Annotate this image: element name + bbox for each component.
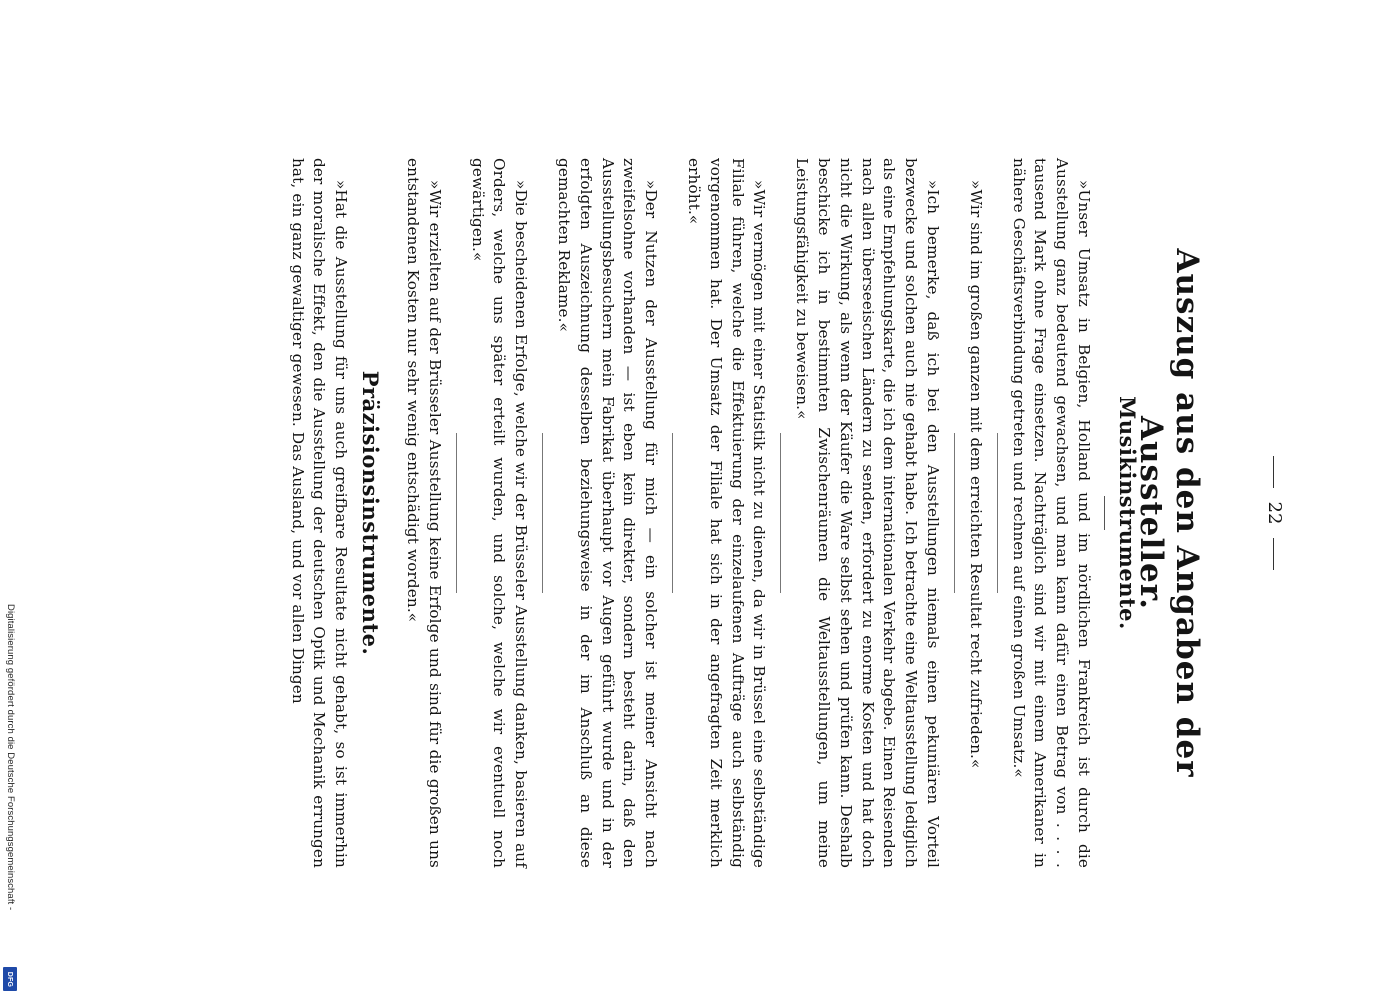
section-heading-praezisionsinstrumente: Präzisionsinstrumente. — [358, 370, 384, 656]
quote-paragraph: »Wir sind im großen ganzen mit dem erreichten Resultat recht zufrieden.« — [966, 180, 985, 769]
quote-paragraph: »Ich bemerke, daß ich bei den Ausstellungen niemals einen pekuniären Vorteil bezwecke und solchen auch nie gehabt habe. Ich betrachte eine Weltausstellung lediglich als eine Empfehlungskarte, die ich dem internationalen Verkehr abgebe. Einen Reisenden nach allen überseeischen Ländern zu senden, erfordert zu enorme Kosten und hat doch nicht die Wirkung, als wenn der Käufer die Ware selbst sehen und prüfen kann. Deshalb beschicke ich in bestimmten Zwischenräumen die Weltausstellungen, um meine Leistungsfähigkeit zu beweisen.« — [793, 158, 943, 868]
divider — [672, 433, 673, 593]
divider — [542, 433, 543, 593]
watermark-text: Digitalisierung gefördert durch die Deutsche Forschungsgemeinschaft - — [5, 604, 16, 911]
quote-paragraph: »Die bescheidenen Erfolge, welche wir der Brüsseler Ausstellung danken, basieren auf Orders, welche uns später erteilt wurden, und solche, welche wir eventuell noch gewärtigen.« — [468, 158, 531, 868]
page-number — [1263, 158, 1285, 868]
dfg-logo-text: DFG — [6, 971, 14, 987]
quote-paragraph: »Der Nutzen der Ausstellung für mich — ein solcher ist meiner Ansicht nach zweifelsohne vorhanden — ist eben kein direkter, sondern besteht darin, daß den Ausstellungsbesuchern mein Fabrikat überhaupt vor Augen geführt wurde und in der erfolgten Auszeichnung desselben beziehungsweise in der im Anschluß an diese gemachten Reklame.« — [555, 158, 661, 868]
dfg-logo — [3, 967, 17, 991]
divider — [997, 433, 998, 593]
quote-paragraph: »Wir vermögen mit einer Statistik nicht zu dienen, da wir in Brüssel eine selbständige Filiale führen, welche die Effektuierung der einzelaufenen Aufträge auch selbständig vorgenommen hat. Der Umsatz der Filiale hat sich in der angefragten Zeit merklich erhöht.« — [685, 158, 769, 868]
page-number-value: 22 — [1264, 501, 1285, 525]
section-heading-musikinstrumente: Musikinstrumente. — [1115, 396, 1140, 630]
quote-paragraph: »Hat die Ausstellung für uns auch greifbare Resultate nicht gehabt, so ist immerhin der moralische Effekt, den die Ausstellung der deutschen Optik und Mechanik errungen hat, ein ganz gewaltiger gewesen. Das Ausland, und vor allen Dingen — [288, 158, 351, 868]
divider — [954, 433, 955, 593]
quote-paragraph: »Unser Umsatz in Belgien, Holland und im nördlichen Frankreich ist durch die Ausstellung ganz bedeutend gewachsen, und man kann dafür einen Betrag von . . . . tausend Mark ohne Frage einsetzen. Nachträglich sind wir mit einem Amerikaner in nähere Geschäftsverbindung getreten und rechnen auf einen großen Umsatz.« — [1009, 158, 1093, 868]
divider — [1104, 496, 1105, 530]
divider — [456, 433, 457, 593]
watermark-strip — [2, 0, 18, 1000]
document-title: Auszug aus den Angaben der Aussteller. — [1133, 248, 1205, 778]
scanned-page — [135, 158, 1285, 868]
page-number-dash-left — [1274, 456, 1275, 488]
quote-paragraph: »Wir erzielten auf der Brüsseler Ausstellung keine Erfolge und sind für die großen uns entstandenen Kosten nur sehr wenig entschädigt worden.« — [404, 158, 444, 868]
divider — [780, 433, 781, 593]
page-number-dash-right — [1274, 538, 1275, 570]
document-body — [286, 158, 1140, 868]
